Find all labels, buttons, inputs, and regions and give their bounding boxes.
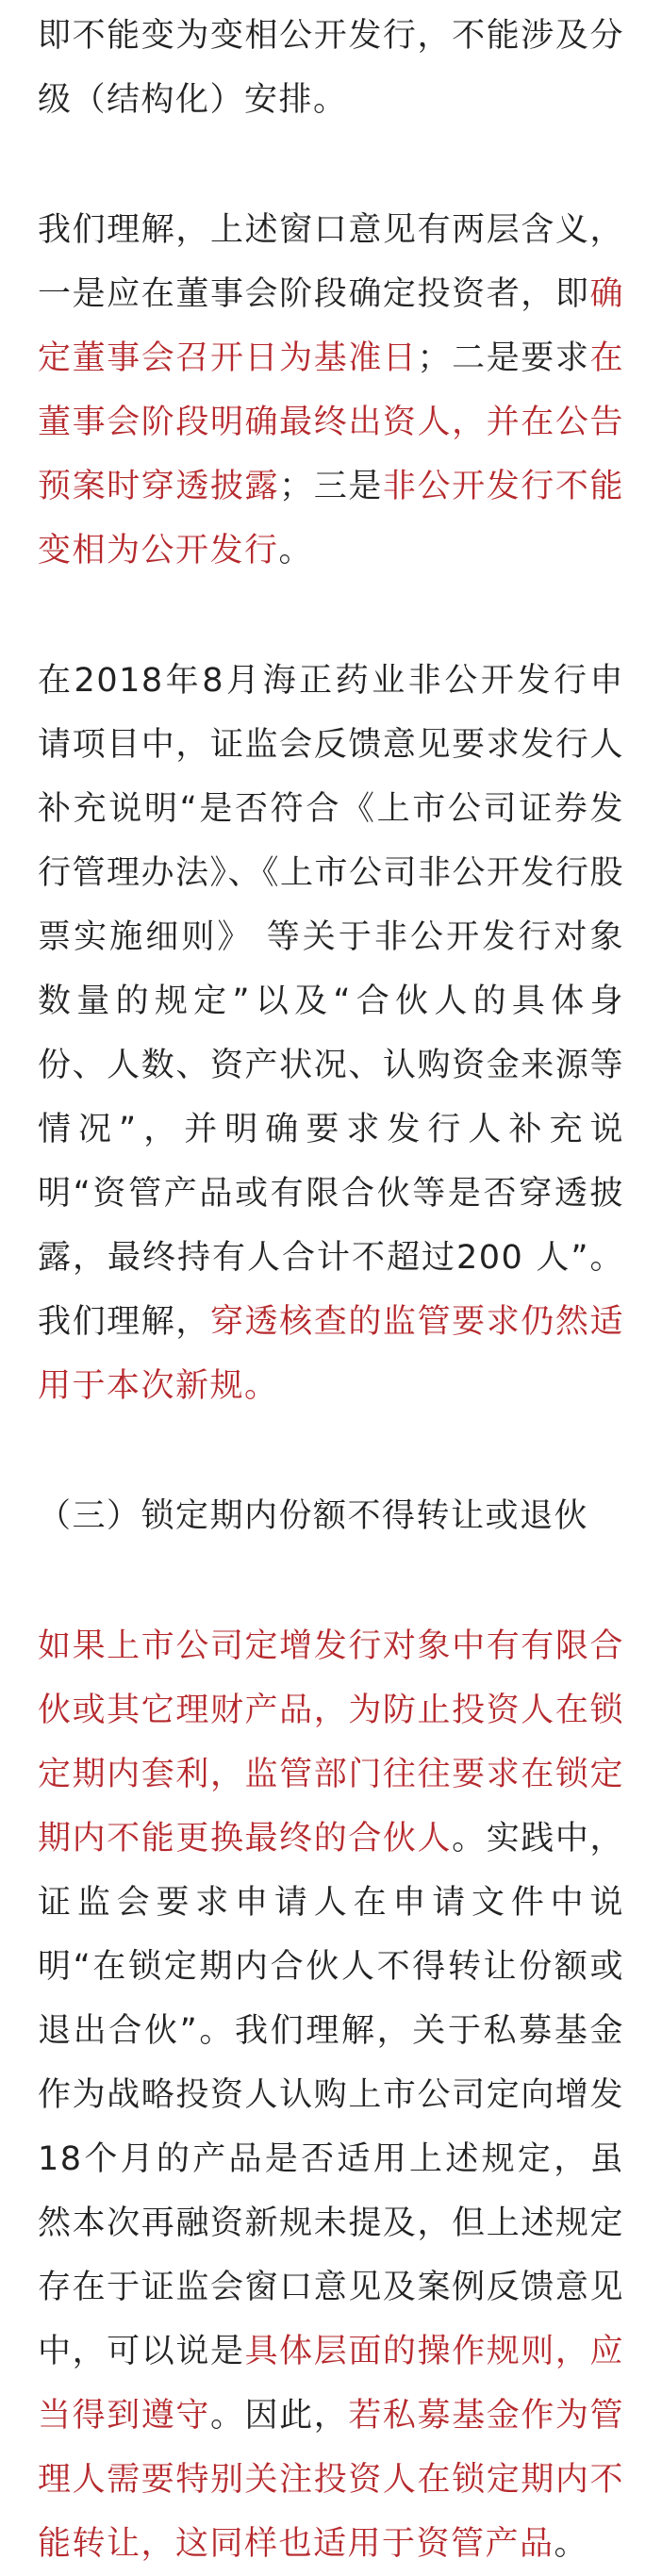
paragraph-1-text: 即不能变为变相公开发行，不能涉及分级（结构化）安排。 xyxy=(38,17,624,119)
paragraph-5-text: 。因此， xyxy=(209,2397,349,2435)
paragraph-3-text: 在2018年8月海正药业非公开发行申请项目中，证监会反馈意见要求发行人补充说明“是否符合《上市公司证券发行管理办法》、《上市公司非公开发行股票实施细则》 等关于非公开发行对象数量的规定”以及“合伙人的具体身份、人数、资产状况、认购资金来源等情况”，并明确要求发行人补充说明“资管产品或有限合伙等是否穿透披露，最终持有人合计不超过200 人”。我们理解， xyxy=(38,662,625,1341)
section-heading xyxy=(38,1484,624,1548)
section-heading-text: （三）锁定期内份额不得转让或退伙 xyxy=(38,1497,589,1535)
highlight-text: 若私募基金作为管理人需要特别关注投资人在锁定期内不能转让，这同样也适用于资管产品 xyxy=(38,2397,624,2563)
paragraph-2-text: ；二是要求 xyxy=(417,339,590,377)
paragraph-1 xyxy=(38,4,624,132)
paragraph-5-text: 。实践中，证监会要求申请人在申请文件中说明“在锁定期内合伙人不得转让份额或退出合伙”。我们理解，关于私募基金作为战略投资人认购上市公司定向增发18个月的产品是否适用上述规定，虽然本次再融资新规未提及，但上述规定存在于证监会窗口意见及案例反馈意见中，可以说是 xyxy=(38,1820,624,2370)
highlight-text: 确定董事会召开日为基准日 xyxy=(38,275,624,377)
highlight-text: 具体层面的操作规则，应当得到遵守 xyxy=(38,2333,624,2435)
paragraph-5-text: 。 xyxy=(554,2525,589,2563)
paragraph-2 xyxy=(38,198,624,583)
highlight-text: 非公开发行不能变相为公开发行 xyxy=(38,468,624,570)
paragraph-2-text: 我们理解，上述窗口意见有两层含义，一是应在董事会阶段确定投资者，即 xyxy=(38,211,624,313)
paragraph-3 xyxy=(38,649,624,1418)
paragraph-5 xyxy=(38,1614,624,2576)
highlight-text: 在董事会阶段明确最终出资人，并在公告预案时穿透披露 xyxy=(38,339,624,505)
highlight-text: 穿透核查的监管要求仍然适用于本次新规。 xyxy=(38,1303,624,1405)
paragraph-2-text: ；三是 xyxy=(279,468,383,505)
highlight-text: 如果上市公司定增发行对象中有有限合伙或其它理财产品，为防止投资人在锁定期内套利，监管部门往往要求在锁定期内不能更换最终的合伙人 xyxy=(38,1627,624,1858)
paragraph-2-text: 。 xyxy=(278,532,314,570)
